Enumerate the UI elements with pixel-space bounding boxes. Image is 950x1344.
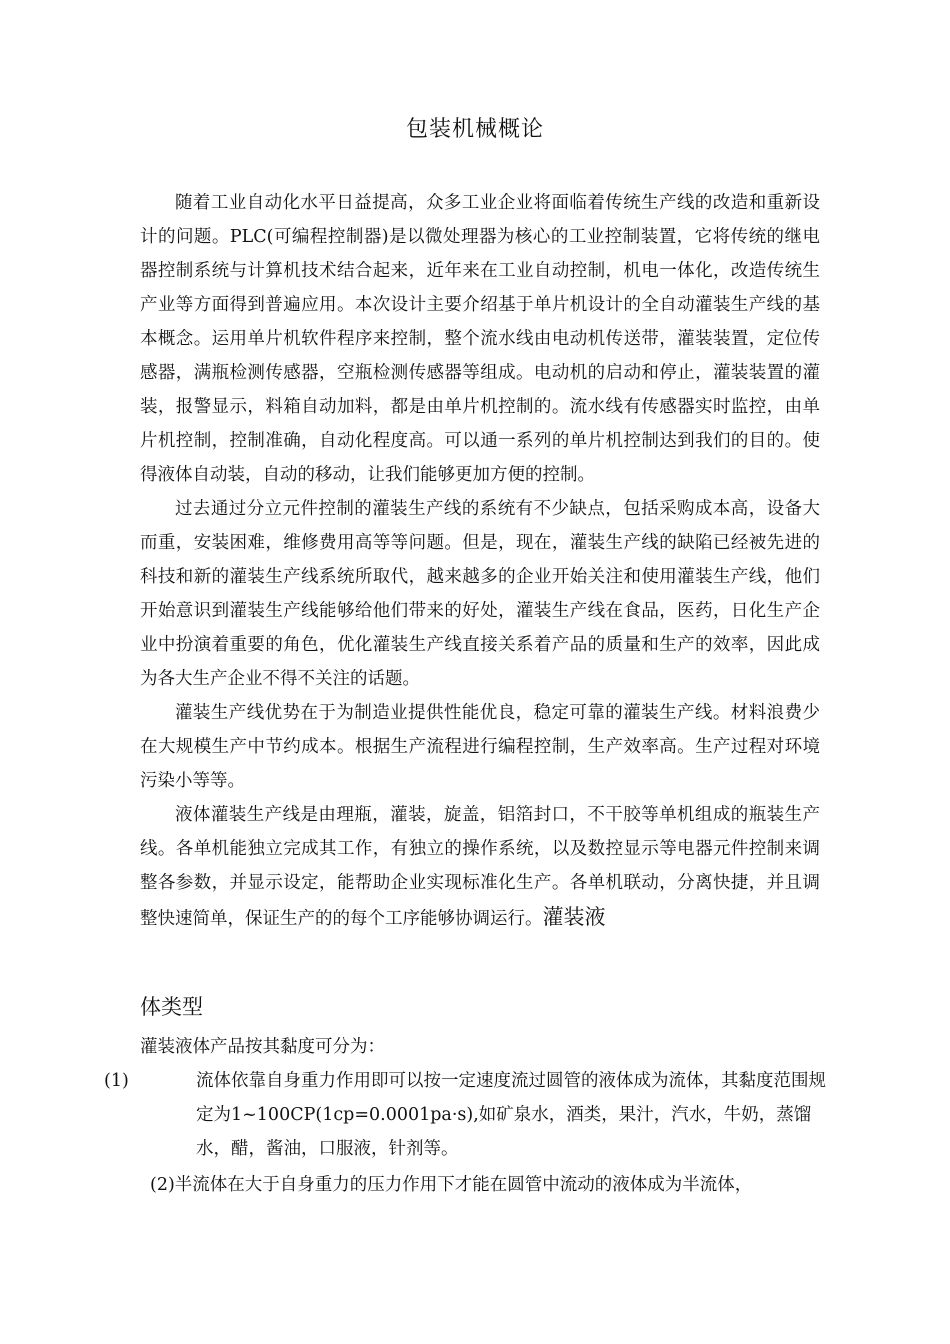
list-item bbox=[150, 1168, 840, 1202]
paragraph: 随着工业自动化水平日益提高，众多工业企业将面临着传统生产线的改造和重新设计的问题。PLC(可编程控制器)是以微处理器为核心的工业控制装置，它将传统的继电器控制系统与计算机技术结合起来，近年来在工业自动控制，机电一体化，改造传统生产业等方面得到普遍应用。本次设计主要介绍基于单片机设计的全自动灌装生产线的基本概念。运用单片机软件程序来控制，整个流水线由电动机传送带，灌装装置，定位传感器，满瓶检测传感器，空瓶检测传感器等组成。电动机的启动和停止，灌装装置的灌装，报警显示，料箱自动加料，都是由单片机控制的。流水线有传感器实时监控，由单片机控制，控制准确，自动化程度高。可以通一系列的单片机控制达到我们的目的。使得液体自动装，自动的移动，让我们能够更加方便的控制。 bbox=[140, 193, 820, 485]
body-text bbox=[140, 186, 820, 936]
list-item bbox=[104, 1064, 840, 1166]
list-number: (1) bbox=[104, 1071, 129, 1091]
list-number: (2) bbox=[150, 1175, 175, 1195]
list-text: 半流体在大于自身重力的压力作用下才能在圆管中流动的液体成为半流体， bbox=[174, 1175, 753, 1195]
paragraph-text: 液体灌装生产线是由理瓶，灌装，旋盖，铝箔封口，不干胶等单机组成的瓶装生产线。各单机能独立完成其工作，有独立的操作系统，以及数控显示等电器元件控制来调整各参数，并显示设定，能帮助企业实现标准化生产。各单机联动，分离快捷，并且调整快速简单，保证生产的的每个工序能够协调运行。 bbox=[140, 805, 820, 929]
paragraph bbox=[140, 798, 820, 936]
document-title: 包装机械概论 bbox=[405, 117, 544, 142]
section-heading-part1: 灌装液 bbox=[542, 905, 606, 929]
section-heading-part2: 体类型 bbox=[140, 995, 203, 1019]
intro-line: 灌装液体产品按其黏度可分为： bbox=[140, 1037, 385, 1057]
paragraph: 灌装生产线优势在于为制造业提供性能优良，稳定可靠的灌装生产线。材料浪费少在大规模生产中节约成本。根据生产流程进行编程控制，生产效率高。生产过程对环境污染小等等。 bbox=[140, 703, 820, 791]
list-text: 流体依靠自身重力作用即可以按一定速度流过圆管的液体成为流体，其黏度范围规定为1~100CP(1cp=0.0001pa·s),如矿泉水，酒类，果汁，汽水，牛奶，蒸馏水，醋，酱油，口服液，针剂等。 bbox=[196, 1071, 826, 1159]
paragraph: 过去通过分立元件控制的灌装生产线的系统有不少缺点，包括采购成本高，设备大而重，安装困难，维修费用高等等问题。但是，现在，灌装生产线的缺陷已经被先进的科技和新的灌装生产线系统所取代，越来越多的企业开始关注和使用灌装生产线，他们开始意识到灌装生产线能够给他们带来的好处，灌装生产线在食品，医药，日化生产企业中扮演着重要的角色，优化灌装生产线直接关系着产品的质量和生产的效率，因此成为各大生产企业不得不关注的话题。 bbox=[140, 499, 820, 689]
